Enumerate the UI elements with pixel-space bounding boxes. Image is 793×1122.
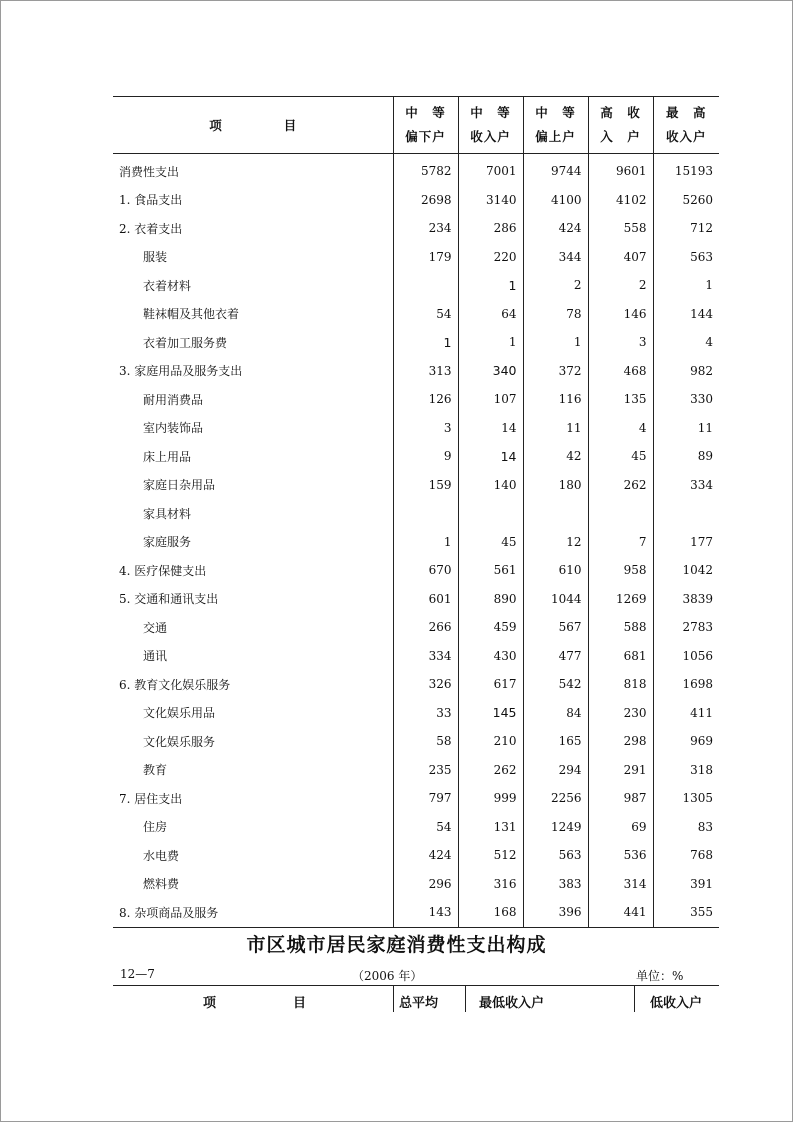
value-cell: 135 (588, 385, 653, 414)
value-cell: 9744 (523, 154, 588, 186)
table-row (113, 385, 719, 414)
value-cell: 4 (653, 328, 719, 357)
value-cell: 313 (393, 357, 458, 386)
row-label: 4. 医疗保健支出 (119, 563, 207, 578)
table-row (113, 870, 719, 899)
table-row (113, 756, 719, 785)
value-cell: 316 (458, 870, 523, 899)
value-cell: 4102 (588, 186, 653, 215)
value-cell (393, 271, 458, 300)
next-header-col-low: 低收入户 (650, 996, 703, 1011)
value-cell: 9 (393, 442, 458, 471)
value-cell: 999 (458, 784, 523, 813)
table-row (113, 414, 719, 443)
row-label: 室内装饰品 (143, 421, 204, 436)
value-cell: 1698 (653, 670, 719, 699)
value-cell: 3 (393, 414, 458, 443)
value-cell: 45 (458, 528, 523, 557)
value-cell: 1 (653, 271, 719, 300)
value-cell: 797 (393, 784, 458, 813)
value-cell: 89 (653, 442, 719, 471)
value-cell: 3140 (458, 186, 523, 215)
value-cell: 2 (588, 271, 653, 300)
value-cell: 78 (523, 300, 588, 329)
value-cell: 424 (393, 841, 458, 870)
row-label: 6. 教育文化娱乐服务 (119, 677, 231, 692)
table-row (113, 499, 719, 528)
value-cell: 107 (458, 385, 523, 414)
value-cell: 126 (393, 385, 458, 414)
column-divider (393, 986, 394, 1012)
value-cell: 344 (523, 243, 588, 272)
value-cell: 411 (653, 699, 719, 728)
row-label: 家具材料 (143, 506, 192, 521)
header-col-high (588, 97, 653, 154)
row-label: 燃料费 (143, 877, 180, 892)
table-code: 12—7 (120, 967, 155, 981)
table-row (113, 471, 719, 500)
value-cell: 64 (458, 300, 523, 329)
row-label: 3. 家庭用品及服务支出 (119, 364, 243, 379)
value-cell: 140 (458, 471, 523, 500)
value-cell: 1 (458, 271, 523, 300)
next-header-col-average: 总平均 (399, 996, 439, 1011)
value-cell: 165 (523, 727, 588, 756)
value-cell: 234 (393, 214, 458, 243)
value-cell: 2783 (653, 613, 719, 642)
value-cell: 3 (588, 328, 653, 357)
value-cell (653, 499, 719, 528)
row-label: 5. 交通和通讯支出 (119, 592, 219, 607)
value-cell: 318 (653, 756, 719, 785)
row-label: 鞋袜帽及其他衣着 (143, 307, 240, 322)
value-cell: 145 (458, 699, 523, 728)
value-cell: 355 (653, 898, 719, 927)
row-label: 耐用消费品 (143, 392, 204, 407)
value-cell: 4100 (523, 186, 588, 215)
table-row (113, 300, 719, 329)
next-header-item-left: 项 (203, 996, 217, 1011)
value-cell: 326 (393, 670, 458, 699)
value-cell: 958 (588, 556, 653, 585)
header-item-label-right: 目 (283, 118, 297, 133)
section-title: 市区城市居民家庭消费性支出构成 (246, 934, 547, 956)
table-unit: 单位：% (636, 969, 684, 983)
header-line1: 中 等 (535, 105, 576, 120)
value-cell (523, 499, 588, 528)
value-cell: 1042 (653, 556, 719, 585)
table-row (113, 784, 719, 813)
value-cell: 561 (458, 556, 523, 585)
value-cell: 131 (458, 813, 523, 842)
value-cell: 7001 (458, 154, 523, 186)
row-label: 通讯 (143, 649, 168, 664)
value-cell: 159 (393, 471, 458, 500)
header-item-label-left: 项 (209, 118, 222, 133)
value-cell: 33 (393, 699, 458, 728)
value-cell: 383 (523, 870, 588, 899)
table-row (113, 243, 719, 272)
value-cell: 286 (458, 214, 523, 243)
table-row (113, 328, 719, 357)
value-cell: 210 (458, 727, 523, 756)
row-label: 1. 食品支出 (119, 193, 183, 208)
value-cell: 477 (523, 642, 588, 671)
value-cell: 230 (588, 699, 653, 728)
row-label: 家庭服务 (143, 535, 192, 550)
value-cell: 1249 (523, 813, 588, 842)
value-cell: 391 (653, 870, 719, 899)
value-cell: 116 (523, 385, 588, 414)
value-cell: 11 (653, 414, 719, 443)
table-row (113, 214, 719, 243)
header-line1: 中 等 (470, 105, 511, 120)
value-cell: 567 (523, 613, 588, 642)
value-cell: 681 (588, 642, 653, 671)
value-cell: 1 (393, 328, 458, 357)
value-cell: 14 (458, 414, 523, 443)
value-cell: 468 (588, 357, 653, 386)
value-cell: 12 (523, 528, 588, 557)
value-cell: 7 (588, 528, 653, 557)
row-label: 消费性支出 (119, 164, 180, 179)
row-label: 教育 (143, 763, 168, 778)
header-col-lower-middle (393, 97, 458, 154)
value-cell: 372 (523, 357, 588, 386)
value-cell: 588 (588, 613, 653, 642)
row-label: 衣着加工服务费 (143, 335, 228, 350)
value-cell: 146 (588, 300, 653, 329)
header-line2: 入 户 (600, 129, 641, 144)
table-row (113, 699, 719, 728)
table-row (113, 154, 719, 186)
table-row (113, 727, 719, 756)
row-label: 交通 (143, 620, 168, 635)
value-cell: 314 (588, 870, 653, 899)
value-cell: 262 (588, 471, 653, 500)
value-cell: 1305 (653, 784, 719, 813)
value-cell: 617 (458, 670, 523, 699)
value-cell: 330 (653, 385, 719, 414)
table-row (113, 556, 719, 585)
value-cell: 982 (653, 357, 719, 386)
value-cell: 179 (393, 243, 458, 272)
value-cell: 235 (393, 756, 458, 785)
row-label: 2. 衣着支出 (119, 221, 183, 236)
value-cell: 563 (653, 243, 719, 272)
table-row (113, 528, 719, 557)
header-col-highest (653, 97, 719, 154)
value-cell: 340 (458, 357, 523, 386)
value-cell: 768 (653, 841, 719, 870)
value-cell: 84 (523, 699, 588, 728)
header-line1: 高 收 (600, 105, 641, 120)
value-cell: 5260 (653, 186, 719, 215)
value-cell: 542 (523, 670, 588, 699)
table-row (113, 585, 719, 614)
table-header-row (113, 97, 719, 154)
value-cell: 558 (588, 214, 653, 243)
value-cell: 9601 (588, 154, 653, 186)
value-cell: 1056 (653, 642, 719, 671)
value-cell: 15193 (653, 154, 719, 186)
column-divider (634, 986, 635, 1012)
value-cell (393, 499, 458, 528)
value-cell: 42 (523, 442, 588, 471)
value-cell: 54 (393, 813, 458, 842)
row-label: 水电费 (143, 848, 180, 863)
header-line2: 偏上户 (535, 129, 576, 144)
table-row (113, 642, 719, 671)
value-cell: 291 (588, 756, 653, 785)
row-label: 床上用品 (143, 449, 192, 464)
value-cell: 1269 (588, 585, 653, 614)
value-cell: 441 (588, 898, 653, 927)
header-item-column (113, 97, 393, 154)
expenditure-table (113, 96, 719, 928)
row-label: 8. 杂项商品及服务 (113, 898, 393, 927)
value-cell: 536 (588, 841, 653, 870)
header-line2: 收入户 (665, 129, 707, 144)
value-cell: 670 (393, 556, 458, 585)
value-cell: 3839 (653, 585, 719, 614)
value-cell: 396 (523, 898, 588, 927)
row-label: 文化娱乐服务 (143, 734, 216, 749)
value-cell: 1044 (523, 585, 588, 614)
value-cell: 143 (393, 898, 458, 927)
value-cell: 563 (523, 841, 588, 870)
value-cell: 54 (393, 300, 458, 329)
value-cell: 45 (588, 442, 653, 471)
value-cell (458, 499, 523, 528)
value-cell: 294 (523, 756, 588, 785)
value-cell: 969 (653, 727, 719, 756)
table-row (113, 670, 719, 699)
value-cell: 818 (588, 670, 653, 699)
value-cell: 4 (588, 414, 653, 443)
row-label: 文化娱乐用品 (143, 706, 216, 721)
next-table-header (113, 985, 719, 1012)
row-label: 服装 (143, 250, 168, 265)
header-line1: 中 等 (405, 105, 446, 120)
header-line2: 收入户 (470, 129, 511, 144)
value-cell: 890 (458, 585, 523, 614)
header-line1: 最 高 (665, 105, 707, 120)
value-cell: 83 (653, 813, 719, 842)
row-label: 住房 (143, 820, 168, 835)
value-cell: 144 (653, 300, 719, 329)
table-row (113, 841, 719, 870)
value-cell: 180 (523, 471, 588, 500)
value-cell: 712 (653, 214, 719, 243)
table-row (113, 442, 719, 471)
value-cell: 262 (458, 756, 523, 785)
row-label: 家庭日杂用品 (143, 478, 216, 493)
row-label: 衣着材料 (143, 278, 192, 293)
table-row (113, 898, 719, 927)
table-year: （2006 年） (352, 969, 423, 983)
value-cell: 430 (458, 642, 523, 671)
table-row (113, 613, 719, 642)
header-col-middle (458, 97, 523, 154)
value-cell: 69 (588, 813, 653, 842)
value-cell: 168 (458, 898, 523, 927)
value-cell: 1 (523, 328, 588, 357)
value-cell: 407 (588, 243, 653, 272)
value-cell: 266 (393, 613, 458, 642)
next-header-col-lowest: 最低收入户 (479, 996, 545, 1011)
value-cell: 610 (523, 556, 588, 585)
value-cell: 220 (458, 243, 523, 272)
header-line2: 偏下户 (405, 129, 446, 144)
value-cell: 334 (653, 471, 719, 500)
row-label: 7. 居住支出 (119, 791, 183, 806)
value-cell: 5782 (393, 154, 458, 186)
value-cell: 334 (393, 642, 458, 671)
value-cell: 987 (588, 784, 653, 813)
value-cell: 11 (523, 414, 588, 443)
next-header-item-right: 目 (293, 996, 307, 1011)
value-cell (588, 499, 653, 528)
value-cell: 1 (458, 328, 523, 357)
value-cell: 58 (393, 727, 458, 756)
value-cell: 2698 (393, 186, 458, 215)
value-cell: 2 (523, 271, 588, 300)
value-cell: 296 (393, 870, 458, 899)
table-row (113, 357, 719, 386)
value-cell: 14 (458, 442, 523, 471)
value-cell: 177 (653, 528, 719, 557)
table-row (113, 186, 719, 215)
table-row (113, 813, 719, 842)
value-cell: 424 (523, 214, 588, 243)
value-cell: 298 (588, 727, 653, 756)
column-divider (465, 986, 466, 1012)
value-cell: 1 (393, 528, 458, 557)
table-row (113, 271, 719, 300)
value-cell: 459 (458, 613, 523, 642)
value-cell: 2256 (523, 784, 588, 813)
value-cell: 601 (393, 585, 458, 614)
value-cell: 512 (458, 841, 523, 870)
header-col-upper-middle (523, 97, 588, 154)
